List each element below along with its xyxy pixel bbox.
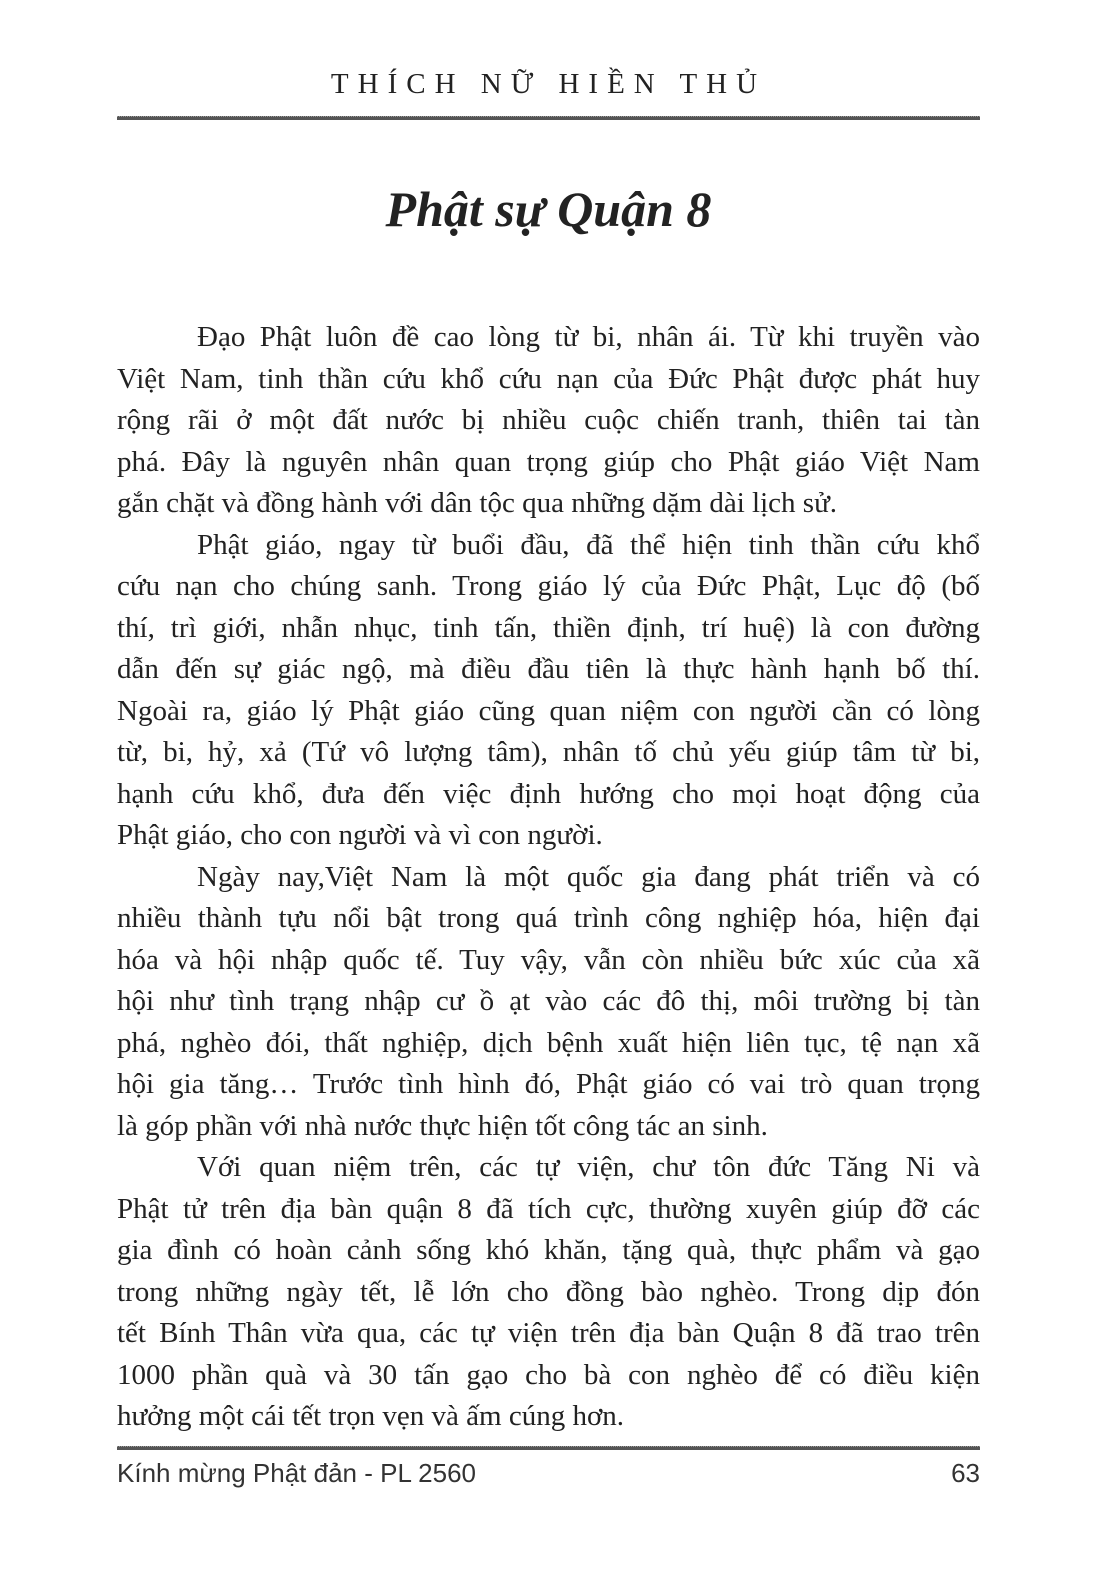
article-body xyxy=(117,317,980,1438)
footer-book-title: Kính mừng Phật đản - PL 2560 xyxy=(117,1458,477,1488)
text-line: phá. Đây là nguyên nhân quan trọng giúp cho Phật giáo Việt Nam xyxy=(117,445,980,478)
text-line: Phật giáo, cho con người và vì con người. xyxy=(117,819,603,851)
text-line: gia đình có hoàn cảnh sống khó khăn, tặng quà, thực phẩm và gạo xyxy=(117,1234,980,1266)
text-line: phá, nghèo đói, thất nghiệp, dịch bệnh xuất hiện liên tục, tệ nạn xã xyxy=(117,1026,980,1059)
paragraph xyxy=(117,1147,980,1438)
text-line: hạnh cứu khổ, đưa đến việc định hướng cho mọi hoạt động của xyxy=(117,777,980,810)
article-title: Phật sự Quận 8 xyxy=(385,181,712,237)
text-line: nhiều thành tựu nổi bật trong quá trình công nghiệp hóa, hiện đại xyxy=(117,902,980,934)
text-line: Ngoài ra, giáo lý Phật giáo cũng quan niệm con người cần có lòng xyxy=(117,694,980,727)
text-line: hội gia tăng… Trước tình hình đó, Phật giáo có vai trò quan trọng xyxy=(117,1068,980,1100)
text-line: cứu nạn cho chúng sanh. Trong giáo lý của Đức Phật, Lục độ (bố xyxy=(117,570,980,602)
text-line: Ngày nay,Việt Nam là một quốc gia đang phát triển và có xyxy=(197,860,980,893)
text-line: gắn chặt và đồng hành với dân tộc qua những dặm dài lịch sử. xyxy=(117,487,838,519)
text-line: dẫn đến sự giác ngộ, mà điều đầu tiên là thực hành hạnh bố thí. xyxy=(117,653,980,685)
text-line: tết Bính Thân vừa qua, các tự viện trên địa bàn Quận 8 đã trao trên xyxy=(117,1317,980,1349)
header-rule xyxy=(117,116,980,120)
text-line: 1000 phần quà và 30 tấn gạo cho bà con nghèo để có điều kiện xyxy=(117,1358,980,1391)
page-footer xyxy=(117,1458,980,1489)
text-line: Phật tử trên địa bàn quận 8 đã tích cực, thường xuyên giúp đỡ các xyxy=(117,1192,980,1225)
footer-rule xyxy=(117,1446,980,1450)
text-line: Với quan niệm trên, các tự viện, chư tôn đức Tăng Ni và xyxy=(197,1151,980,1183)
text-line: là góp phần với nhà nước thực hiện tốt công tác an sinh. xyxy=(117,1109,768,1142)
paragraph xyxy=(117,857,980,1148)
running-header: THÍCH NỮ HIỀN THỦ xyxy=(330,68,767,100)
page-number: 63 xyxy=(951,1458,980,1488)
paragraph xyxy=(117,317,980,525)
text-line: hưởng một cái tết trọn vẹn và ấm cúng hơn. xyxy=(117,1400,625,1432)
text-line: Việt Nam, tinh thần cứu khổ cứu nạn của Đức Phật được phát huy xyxy=(117,362,980,395)
text-line: rộng rãi ở một đất nước bị nhiều cuộc chiến tranh, thiên tai tàn xyxy=(117,404,980,436)
text-line: hóa và hội nhập quốc tế. Tuy vậy, vẫn còn nhiều bức xúc của xã xyxy=(117,943,980,976)
text-line: từ, bi, hỷ, xả (Tứ vô lượng tâm), nhân tố chủ yếu giúp tâm từ bi, xyxy=(117,736,980,768)
text-line: hội như tình trạng nhập cư ồ ạt vào các đô thị, môi trường bị tàn xyxy=(117,985,980,1017)
paragraph xyxy=(117,525,980,857)
text-line: trong những ngày tết, lễ lớn cho đồng bào nghèo. Trong dịp đón xyxy=(117,1275,980,1308)
text-line: thí, trì giới, nhẫn nhục, tinh tấn, thiền định, trí huệ) là con đường xyxy=(117,611,980,644)
text-line: Phật giáo, ngay từ buổi đầu, đã thể hiện tinh thần cứu khổ xyxy=(197,528,980,561)
text-line: Đạo Phật luôn đề cao lòng từ bi, nhân ái. Từ khi truyền vào xyxy=(197,321,980,353)
